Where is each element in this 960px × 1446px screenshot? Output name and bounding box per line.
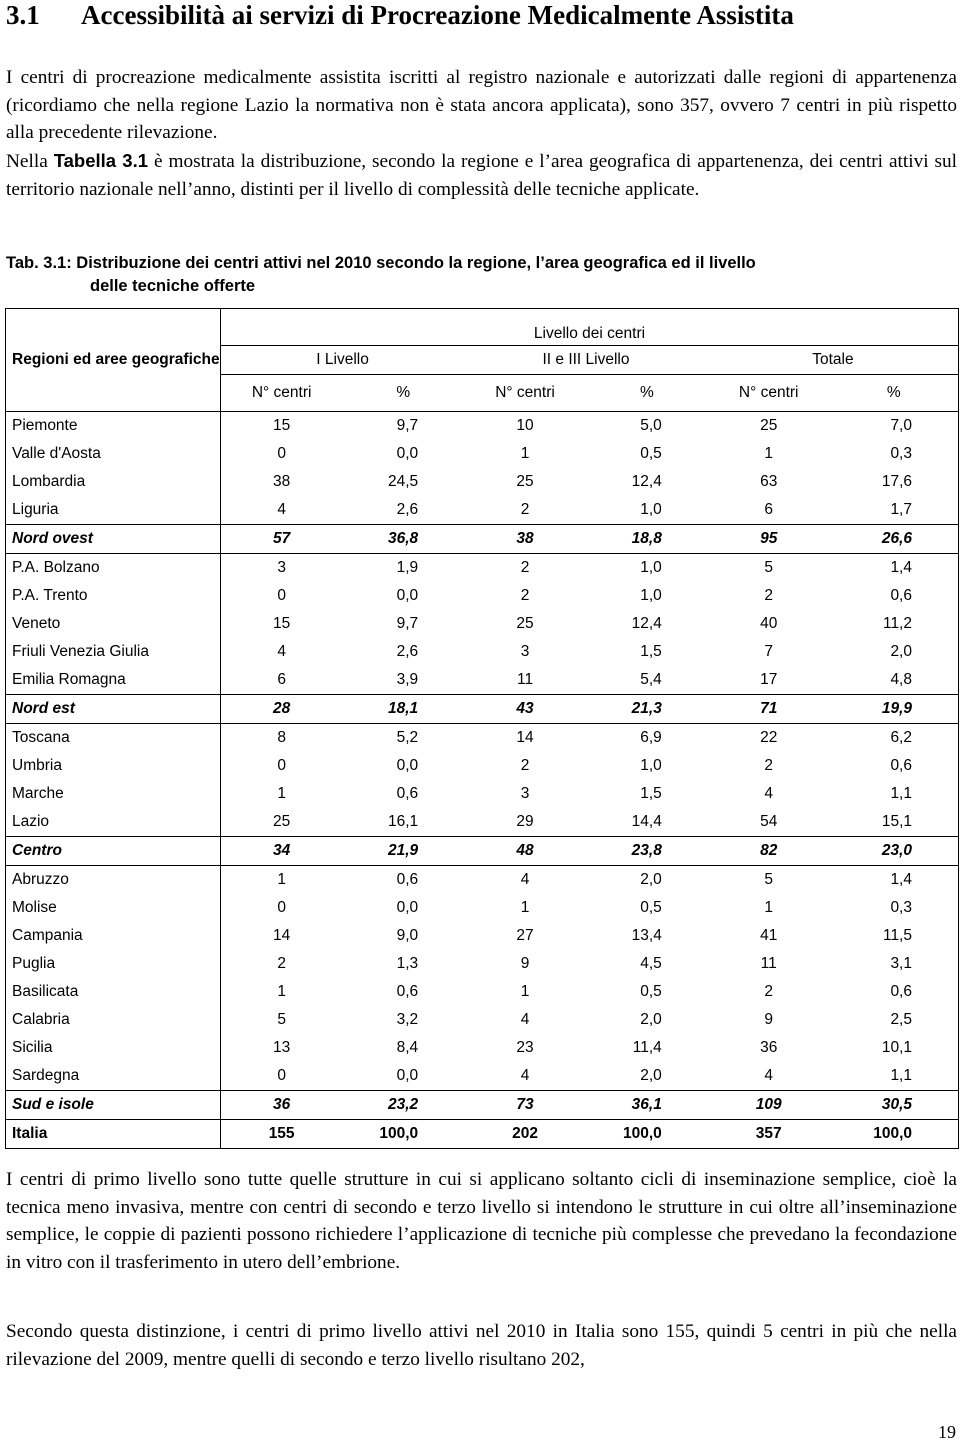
count-cell: 4 (220, 638, 342, 666)
region-name-cell: Nord ovest (6, 525, 221, 554)
percent-cell: 5,2 (396, 729, 419, 746)
count-cell: 36 (220, 1091, 342, 1120)
count-cell: 15 (220, 610, 342, 638)
percent-cell: 8,4 (396, 1039, 419, 1056)
count-cell: 57 (220, 525, 342, 554)
area-total-row (6, 837, 959, 866)
region-name-cell: Piemonte (6, 412, 221, 441)
percent-cell: 7,0 (830, 412, 959, 441)
count-cell: 95 (708, 525, 830, 554)
percent-cell: 0,6 (830, 752, 959, 780)
count-cell: 4 (520, 1067, 530, 1084)
percent-cell: 5,0 (640, 417, 662, 434)
table-row (6, 582, 959, 610)
intro-paragraph: I centri di procreazione medicalmente assistita iscritti al registro nazionale e autorizzati dalle regioni di appartenenza (ricordiamo che nella regione Lazio la normativa non è stata ancora applicata), sono 357, ovvero 7 centri in più rispetto alla precedente rilevazione. (6, 67, 957, 143)
tabella-paragraph (6, 147, 957, 203)
count-cell: 54 (760, 813, 778, 830)
count-cell: 2 (520, 587, 530, 604)
table-row (6, 724, 959, 753)
percent-cell: 0,5 (640, 983, 662, 1000)
percent-cell: 19,9 (830, 695, 959, 724)
percent-cell: 100,0 (342, 1120, 464, 1149)
count-cell: 7 (764, 643, 774, 660)
table-row (6, 666, 959, 695)
percent-cell: 9,7 (396, 615, 419, 632)
count-cell: 2 (520, 501, 530, 518)
level-group-header: Livello dei centri (220, 309, 958, 346)
percent-cell: 4,8 (830, 666, 959, 695)
count-cell: 48 (464, 837, 586, 866)
area-total-row (6, 1091, 959, 1120)
percent-cell: 1,7 (830, 496, 959, 525)
region-name-cell: Sardegna (6, 1062, 221, 1091)
count-cell: 34 (220, 837, 342, 866)
table-row (6, 780, 959, 808)
count-cell: 22 (760, 729, 778, 746)
region-name-cell: Friuli Venezia Giulia (6, 638, 221, 666)
region-name-cell: P.A. Trento (6, 582, 221, 610)
region-name-cell: Italia (6, 1120, 221, 1149)
count-cell: 40 (760, 615, 778, 632)
region-name-cell: Puglia (6, 950, 221, 978)
count-cell: 25 (516, 473, 534, 490)
count-cell: 5 (764, 559, 774, 576)
count-cell: 1 (220, 780, 342, 808)
count-cell: 5 (764, 871, 774, 888)
count-cell: 6 (220, 666, 342, 695)
percent-cell: 11,4 (632, 1039, 662, 1056)
table-row (6, 440, 959, 468)
percent-cell: 0,0 (396, 445, 419, 462)
count-cell: 1 (220, 978, 342, 1006)
count-cell: 357 (708, 1120, 830, 1149)
percent-cell: 12,4 (631, 615, 662, 632)
percent-cell: 1,0 (640, 501, 662, 518)
area-total-row (6, 695, 959, 724)
count-cell: 4 (520, 1011, 530, 1028)
percent-cell: 11,5 (830, 922, 959, 950)
percent-cell: 2,6 (396, 501, 419, 518)
level-header-2: II e III Livello (464, 346, 708, 375)
region-name-cell: Basilicata (6, 978, 221, 1006)
percent-cell: 12,4 (631, 473, 662, 490)
percent-cell: 2,0 (640, 871, 662, 888)
table-row (6, 808, 959, 837)
region-name-cell: Sud e isole (6, 1091, 221, 1120)
count-cell: 73 (464, 1091, 586, 1120)
table-row (6, 1006, 959, 1034)
count-cell: 38 (464, 525, 586, 554)
percent-cell: 1,5 (640, 785, 662, 802)
region-name-cell: Veneto (6, 610, 221, 638)
percent-cell: 3,9 (396, 671, 419, 688)
percent-cell: 1,0 (640, 587, 662, 604)
count-cell: 14 (516, 729, 534, 746)
count-cell: 2 (520, 757, 530, 774)
percent-cell: 2,0 (830, 638, 959, 666)
count-cell: 0 (220, 440, 342, 468)
region-name-cell: Molise (6, 894, 221, 922)
percent-cell: 11,2 (830, 610, 959, 638)
region-name-cell: Lombardia (6, 468, 221, 496)
percent-cell: 1,3 (396, 955, 419, 972)
count-cell: 43 (464, 695, 586, 724)
table-row (6, 638, 959, 666)
tabella-paragraph-rest: è mostrata la distribuzione, secondo la regione e l’area geografica di appartenenza, dei centri attivi sul territorio nazionale nell’anno, distinti per il livello di complessità delle tecniche applicate. (6, 151, 957, 200)
region-name-cell: Lazio (6, 808, 221, 837)
table-row (6, 1034, 959, 1062)
percent-cell: 4,5 (640, 955, 662, 972)
count-cell: 71 (708, 695, 830, 724)
region-name-cell: Nord est (6, 695, 221, 724)
percent-cell: 3,1 (830, 950, 959, 978)
table-row (6, 496, 959, 525)
percent-cell: 0,0 (396, 1067, 419, 1084)
percent-cell: 2,6 (396, 643, 419, 660)
percent-cell: 0,6 (830, 582, 959, 610)
count-cell: 9 (764, 1011, 774, 1028)
count-cell: 4 (220, 496, 342, 525)
table-row (6, 610, 959, 638)
levels-count-paragraph: Secondo questa distinzione, i centri di primo livello attivi nel 2010 in Italia sono 155, quindi 5 centri in più che nella rilevazione del 2009, mentre quelli di secondo e terzo livello risultano 202, (6, 1321, 957, 1370)
section-title: Accessibilità ai servizi di Procreazione Medicalmente Assistita (81, 0, 794, 30)
count-cell: 1 (764, 899, 774, 916)
sub-header-n-1: N° centri (220, 375, 342, 412)
count-cell: 27 (516, 927, 534, 944)
count-cell: 2 (764, 983, 774, 1000)
count-cell: 38 (220, 468, 342, 496)
region-name-cell: Valle d'Aosta (6, 440, 221, 468)
percent-cell: 13,4 (631, 927, 662, 944)
count-cell: 23 (516, 1039, 534, 1056)
sub-header-n-2: N° centri (464, 375, 586, 412)
percent-cell: 10,1 (830, 1034, 959, 1062)
sub-header-pct-1: % (342, 375, 464, 412)
count-cell: 14 (220, 922, 342, 950)
table-row (6, 752, 959, 780)
percent-cell: 26,6 (830, 525, 959, 554)
level-header-total: Totale (708, 346, 959, 375)
count-cell: 5 (220, 1006, 342, 1034)
percent-cell: 21,3 (586, 695, 708, 724)
level-header-1: I Livello (220, 346, 464, 375)
percent-cell: 18,8 (586, 525, 708, 554)
count-cell: 13 (220, 1034, 342, 1062)
region-name-cell: Emilia Romagna (6, 666, 221, 695)
count-cell: 0 (220, 752, 342, 780)
percent-cell: 0,3 (830, 440, 959, 468)
percent-cell: 0,5 (640, 445, 662, 462)
area-total-row (6, 525, 959, 554)
count-cell: 11 (517, 671, 534, 688)
table-row (6, 866, 959, 895)
count-cell: 0 (220, 894, 342, 922)
page-number: 19 (938, 1422, 956, 1442)
count-cell: 6 (764, 501, 774, 518)
count-cell: 25 (220, 808, 342, 837)
region-name-cell: Liguria (6, 496, 221, 525)
percent-cell: 100,0 (830, 1120, 959, 1149)
count-cell: 36 (760, 1039, 778, 1056)
count-cell: 41 (760, 927, 778, 944)
count-cell: 1 (764, 445, 774, 462)
percent-cell: 14,4 (631, 813, 662, 830)
count-cell: 4 (764, 785, 774, 802)
table-row (6, 894, 959, 922)
count-cell: 155 (220, 1120, 342, 1149)
region-name-cell: Umbria (6, 752, 221, 780)
percent-cell: 18,1 (342, 695, 464, 724)
table-caption-line2: delle tecniche offerte (90, 277, 256, 295)
count-cell: 3 (520, 643, 530, 660)
percent-cell: 9,0 (396, 927, 419, 944)
percent-cell: 1,5 (640, 643, 662, 660)
percent-cell: 36,1 (586, 1091, 708, 1120)
percent-cell: 2,5 (830, 1006, 959, 1034)
count-cell: 2 (220, 950, 342, 978)
national-total-row (6, 1120, 959, 1149)
sub-header-n-total: N° centri (708, 375, 830, 412)
percent-cell: 0,6 (396, 983, 419, 1000)
count-cell: 17 (760, 671, 778, 688)
region-name-cell: Calabria (6, 1006, 221, 1034)
region-column-header: Regioni ed aree geografiche (6, 309, 221, 412)
percent-cell: 30,5 (830, 1091, 959, 1120)
tabella-paragraph-prefix: Nella (6, 151, 54, 172)
percent-cell: 1,1 (830, 1062, 959, 1091)
table-row (6, 1062, 959, 1091)
region-name-cell: Sicilia (6, 1034, 221, 1062)
percent-cell: 15,1 (830, 808, 959, 837)
percent-cell: 0,0 (396, 757, 419, 774)
percent-cell: 0,3 (830, 894, 959, 922)
table-row (6, 554, 959, 583)
percent-cell: 1,1 (830, 780, 959, 808)
count-cell: 3 (220, 554, 342, 583)
count-cell: 109 (708, 1091, 830, 1120)
sub-header-pct-2: % (586, 375, 708, 412)
table-row (6, 412, 959, 441)
table-caption-line1: Tab. 3.1: Distribuzione dei centri attivi nel 2010 secondo la regione, l’area geografica ed il livello (6, 254, 756, 272)
count-cell: 63 (760, 473, 778, 490)
tabella-reference: Tabella 3.1 (53, 150, 149, 171)
count-cell: 11 (760, 955, 777, 972)
count-cell: 1 (520, 983, 530, 1000)
count-cell: 8 (220, 724, 342, 753)
count-cell: 9 (520, 955, 530, 972)
percent-cell: 0,6 (830, 978, 959, 1006)
region-name-cell: Marche (6, 780, 221, 808)
count-cell: 29 (516, 813, 534, 830)
percent-cell: 1,4 (830, 554, 959, 583)
percent-cell: 3,2 (396, 1011, 419, 1028)
percent-cell: 1,0 (640, 757, 662, 774)
percent-cell: 0,5 (640, 899, 662, 916)
header-row-group (6, 309, 959, 346)
count-cell: 2 (764, 587, 774, 604)
count-cell: 10 (516, 417, 534, 434)
count-cell: 3 (520, 785, 530, 802)
count-cell: 1 (220, 866, 342, 895)
count-cell: 2 (520, 559, 530, 576)
percent-cell: 6,2 (830, 724, 959, 753)
percent-cell: 23,8 (586, 837, 708, 866)
count-cell: 0 (220, 582, 342, 610)
region-name-cell: Abruzzo (6, 866, 221, 895)
table-caption (6, 252, 956, 298)
count-cell: 4 (520, 871, 530, 888)
region-name-cell: P.A. Bolzano (6, 554, 221, 583)
percent-cell: 0,0 (396, 899, 419, 916)
percent-cell: 100,0 (586, 1120, 708, 1149)
table-row (6, 950, 959, 978)
section-heading (6, 0, 956, 31)
distribution-table (5, 308, 959, 1149)
region-name-cell: Centro (6, 837, 221, 866)
percent-cell: 9,7 (396, 417, 419, 434)
count-cell: 1 (520, 445, 530, 462)
count-cell: 1 (520, 899, 530, 916)
percent-cell: 21,9 (342, 837, 464, 866)
count-cell: 4 (764, 1067, 774, 1084)
percent-cell: 16,1 (387, 813, 419, 830)
section-number: 3.1 (6, 0, 40, 30)
count-cell: 25 (760, 417, 778, 434)
region-name-cell: Campania (6, 922, 221, 950)
table-body (6, 309, 959, 1149)
levels-explanation-paragraph: I centri di primo livello sono tutte quelle strutture in cui si applicano soltanto cicli di inseminazione semplice, cioè la tecnica meno invasiva, mentre con centri di secondo e terzo livello si intendono le strutture in cui oltre all’inseminazione semplice, le coppie di pazienti possono richiedere l’applicazione di tecniche più complesse che prevedano la fecondazione in vitro con il trasferimento in utero dell’embrione. (6, 1169, 957, 1273)
count-cell: 0 (220, 1062, 342, 1091)
count-cell: 15 (220, 412, 342, 441)
percent-cell: 0,0 (396, 587, 419, 604)
percent-cell: 2,0 (640, 1011, 662, 1028)
percent-cell: 0,6 (396, 871, 419, 888)
sub-header-pct-total: % (830, 375, 959, 412)
percent-cell: 1,4 (830, 866, 959, 895)
table-row (6, 922, 959, 950)
percent-cell: 24,5 (387, 473, 419, 490)
percent-cell: 2,0 (640, 1067, 662, 1084)
count-cell: 25 (516, 615, 534, 632)
count-cell: 202 (464, 1120, 586, 1149)
count-cell: 82 (708, 837, 830, 866)
table-row (6, 978, 959, 1006)
percent-cell: 5,4 (640, 671, 662, 688)
percent-cell: 23,0 (830, 837, 959, 866)
region-name-cell: Toscana (6, 724, 221, 753)
percent-cell: 23,2 (342, 1091, 464, 1120)
count-cell: 2 (764, 757, 774, 774)
percent-cell: 17,6 (830, 468, 959, 496)
percent-cell: 36,8 (342, 525, 464, 554)
percent-cell: 1,9 (396, 559, 419, 576)
percent-cell: 0,6 (396, 785, 419, 802)
table-row (6, 468, 959, 496)
percent-cell: 1,0 (640, 559, 662, 576)
percent-cell: 6,9 (640, 729, 662, 746)
count-cell: 28 (220, 695, 342, 724)
